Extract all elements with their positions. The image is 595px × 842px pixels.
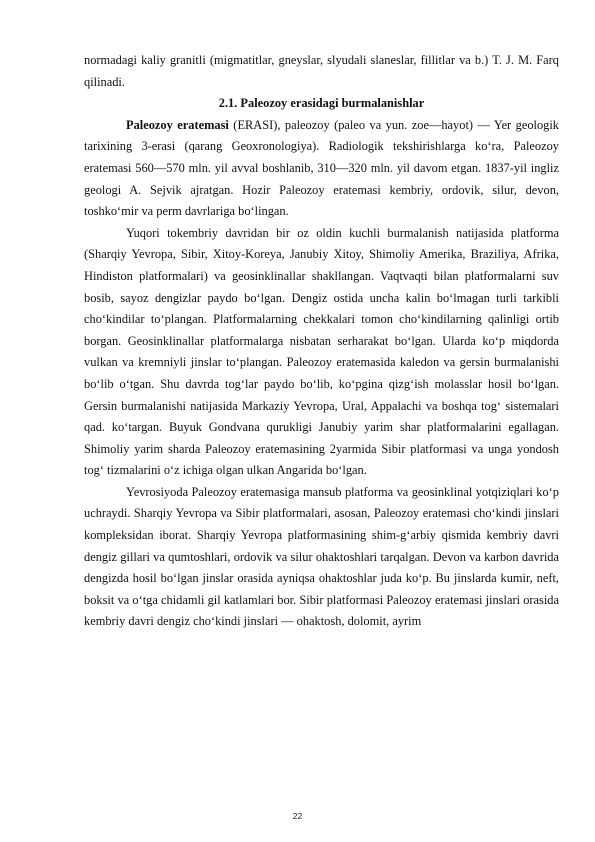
page-number: 22 xyxy=(292,811,303,821)
paragraph-burmalanish: Yuqori tokembriy davridan bir oz oldin kuchli burmalanish natijasida platforma (Sharqiy Yevropa, Sibir, Xitoy-Koreya, Janubiy Xitoy, Shimoliy Amerika, Braziliya, Afrika, Hindiston platformalari) va geosinklinallar shakllangan. Vaqtvaqti bilan platformalarni suv bosib, sayoz dengizlar paydo bo‘lgan. Dengiz ostida uncha kalin bo‘lmagan turli tarkibli cho‘kindilar to‘plangan. Platformalarning chekkalari tomon cho‘kindilarning qalinligi ortib borgan. Geosinklinallar platformalarga nisbatan serharakat bo‘lgan. Ularda ko‘p miqdorda vulkan va kremniyli jinslar to‘plangan. Paleozoy eratemasida kaledon va gersin burmalanishi bo‘lib o‘tgan. Shu davrda tog‘lar paydo bo‘lib, ko‘pgina qizg‘ish molasslar hosil bo‘lgan. Gersin burmalanishi natijasida Markaziy Yevropa, Ural, Appalachi va boshqa tog‘ sistemalari qad. ko‘targan. Buyuk Gondvana qurukligi Janubiy yarim shar platformalarini egallagan. Shimoliy yarim sharda Paleozoy eratemasining 2yarmida Sibir platformasi va unga yondosh tog‘ tizmalarini o‘z ichiga olgan ulkan Angarida bo‘lgan. xyxy=(84,225,559,478)
continuation-paragraph: normadagi kaliy granitli (migmatitlar, gneyslar, slyudali slaneslar, fillitlar va b.) T. J. M. Farq qilinadi. xyxy=(84,53,559,89)
paragraph-body: (ERASI), paleozoy (paleo va yun. zoe—hayot) — Yer geologik tarixining 3-erasi (qarang Geoxronologiya). Radiologik tekshirishlarga ko‘ra, Paleozoy eratemasi 560—570 mln. yil avval boshlanib, 310—320 mln. yil davom etgan. 1837-yil ingliz geologi A. Sejvik ajratgan. Hozir Paleozoy eratemasi kembriy, ordovik, silur, devon, toshko‘mir va perm davrlariga bo‘lingan. xyxy=(84,117,560,219)
paragraph-yevrosiyo: Yevrosiyoda Paleozoy eratemasiga mansub platforma va geosinklinal yotqiziqlari ko‘p uchraydi. Sharqiy Yevropa va Sibir platformalari, asosan, Paleozoy eratemasi cho‘kindi jinslari kompleksidan iborat. Sharqiy Yevropa platformasining shim-g‘arbiy qismida kembriy davri dengiz gillari va qumtoshlari, ordovik va silur ohaktoshlari tarqalgan. Devon va karbon davrida dengizda hosil bo‘lgan jinslar orasida ayniqsa ohaktoshlar juda ko‘p. Bu jinslarda kumir, neft, boksit va o‘tga chidamli gil katlamlari bor. Sibir platformasi Paleozoy eratemasi jinslari orasida kembriy davri dengiz cho‘kindi jinslari — ohaktosh, dolomit, ayrim xyxy=(84,484,559,629)
section-heading: 2.1. Paleozoy erasidagi burmalanishlar xyxy=(218,96,425,111)
document-page xyxy=(84,50,559,633)
paragraph-lead-term: Paleozoy eratemasi xyxy=(126,117,229,132)
paragraph-intro xyxy=(84,115,559,223)
